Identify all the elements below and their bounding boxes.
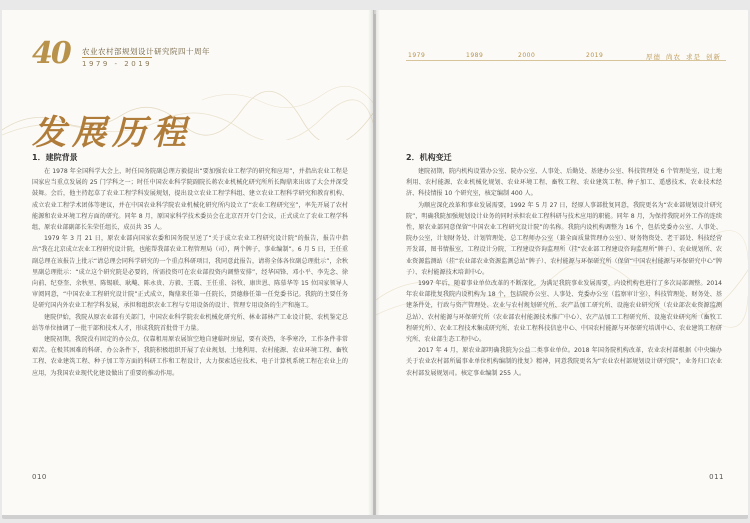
paragraph: 1979 年 3 月 21 日，原农业部向国家农委和国务院呈送了“关于成立农业工程研究设计院”的报告，报告中指出“我在北京成立农业工程研究设计院，也能帮我部农业工程管理局（司），两个牌子，事业编制”。6 月 5 日，王任重副总理在该报告上批示“请总理会同科学研究的一个重点科研项目，我同意此报告，请将全体各位副总理批示”，余秋里副总理批示：“成立这个研究院是必要的，所需投资可在农业部投资内调整安排”，经华国锋、邓小平、李先念、徐向前、纪登奎、余秋里、陈锡联、耿飚、陈永贵、方毅、王震、王任重、谷牧、康世恩、陈慕华等 15 位国家领导人审阅同意，“中国农业工程研究设计院”正式成立，陶鼎来任第一任院长，贾德修任第一任党委书记。我院的主要任务是研究国内外农业工程学科发展，承担和组织农业工程与专用设备的设计、管理专用设备的生产和施工。	[32, 235, 348, 310]
logo-divider	[82, 57, 152, 58]
left-body-text	[32, 166, 348, 379]
right-body-text	[406, 166, 722, 379]
logo-org-name: 农业农村部规划设计研究院四十周年	[82, 47, 210, 56]
paragraph: 2017 年 4 月，原农业部明确我院为公益二类事业单位。2018 年国务院机构改革，农业农村部根据《中央编办关于农业农村部所属事业单位机构编制的批复》精神，同意我院更名为“农业农村部规划设计研究院”，业务归口农业农村部发展规划司。核定事业编制 255 人。	[406, 347, 722, 377]
paragraph: 在 1978 年全国科学大会上，时任国务院副总理方毅提出“要加强农业工程学的研究和应用”，并指出农业工程是国家应当重点发展的 25 门学科之一；时任中国农业科学院副院长蒋农业机械化研究所所长陶鼎来出席了大会并深受鼓舞。会后，他主持起草了农业工程学科发展规划，提出设立农业工程学科组、建立农业工程科学研究和教育机构、成立农业工程学术团体等建议，并在中国农业科学院农业机械化研究所内设立了“农业工程研究室”，率先开展了农村能源和农业环境工程方面的研究。同年 8 月，原国家科学技术委员会在北京召开专门会议，正式成立了农业工程学科组，原农业部副部长朱荣任组长，成员共 35 人。	[32, 168, 348, 232]
timeline-year: 1989	[466, 52, 484, 59]
paragraph: 建院初期，我院没有固定的办公点，仅靠租用原农展馆空地自建临时房屋，要有炎热，冬季寒冷，工作条件非常艰苦。在极其困难的科研、办公条件下，我院积极组织开展了农业规划、土地利用、农村能源、农业环境工程、畜牧工程、农业建筑工程、种子加工等方面的科研工作和工程设计，大力探索适应技术、电子计算机系统工程在农业上的应用，为我国农业现代化建设做出了重要的推动作用。	[32, 336, 348, 377]
logo-number: 40	[32, 36, 70, 71]
logo-years: 1979 - 2019	[82, 60, 153, 68]
paragraph: 建院初期，院内机构设置办公室、院办公室、人事处、后勤处、基建办公室、科技管理处 6 个管理处室，设土地利用、农村能源、农业机械化规划、农业环境工程、畜牧工程、农业建筑工程、种子加工、遥感技术、农业技术经济、科技情报 10 个研究室，核定编制 400 人。	[406, 168, 722, 198]
page-number-right: 011	[709, 473, 724, 481]
paragraph: 1997 年后，随着事业单位改革的不断深化，为满足我院事业发展需要，内设机构也进行了多次局部调整。2014 年农业部批复我院内设机构为 18 个，包括院办公室、人事处、党委办公室（监察审计室）、科技管理处、财务处、基建条件处，行政与资产管理处、农业与农村规划研究所、农产品加工研究所、设施农业研究所（农业部农业资源监测总站）、农村能源与环保研究所（农业部农村能源技术推广中心）、农产品加工工程研究所、设施农业研究所（畜牧工程研究所）、农业工程技术集成研究所、农业工程科技信息中心、中国农村能源与环保研究培训中心、农业建筑工程研究所、农业部生态工程中心。	[406, 280, 722, 344]
section-heading-background: 1．建院背景	[32, 153, 78, 162]
page-title: 发展历程	[32, 113, 192, 153]
page-number-left: 010	[32, 473, 47, 481]
timeline-year: 2000	[518, 52, 536, 59]
motto-word: 求是	[686, 53, 701, 61]
motto-word: 厚德	[646, 53, 661, 61]
right-page	[376, 10, 748, 515]
anniversary-logo	[32, 38, 252, 78]
timeline-year: 2019	[586, 52, 604, 59]
motto-word: 尚农	[666, 53, 681, 61]
timeline-bar	[406, 48, 726, 68]
paragraph: 建院伊始，我院从原农业部有关部门，中国农业科学院农业机械化研究所、林业部林产工业设计院、农机鉴定总站等单位抽调了一批干部和技术人才，形成我院首批骨干力量。	[32, 313, 348, 332]
timeline-year: 1979	[408, 52, 426, 59]
paragraph: 为顺应深化改革和事业发展需要，1992 年 5 月 27 日，经原人事部批复同意，我院更名为“农业部规划设计研究院”，明确我院加强规划设计业务的同时承担农业工程科研与技术应用的职能。同年 8 月，为保持我院对外工作的连续性，原农业部同意保留“中国农业工程研究设计院”的名称。我院内设机构调整为 16 个，包括党委办公室、人事处、院办公室，计划财务处、计划管理处、总工程师办公室（兼全面质量管理办公室）、财务物资处、老干部处、科技经营开发部，图书情报室，工程设计分院，工程建设咨询监理所（挂“农业部工程建设咨询监理所”牌子）、农业规划所、农业资源监测站（挂“农业部农业资源监测总站”牌子）、农村能源与环保研究所（保留“中国农村能源与环保研究中心”牌子）、农村能源技术培训中心。	[406, 201, 722, 276]
left-page	[2, 10, 374, 515]
motto-word: 创新	[706, 53, 721, 61]
book-spine	[368, 10, 380, 515]
section-heading-institution: 2．机构变迁	[406, 153, 452, 162]
